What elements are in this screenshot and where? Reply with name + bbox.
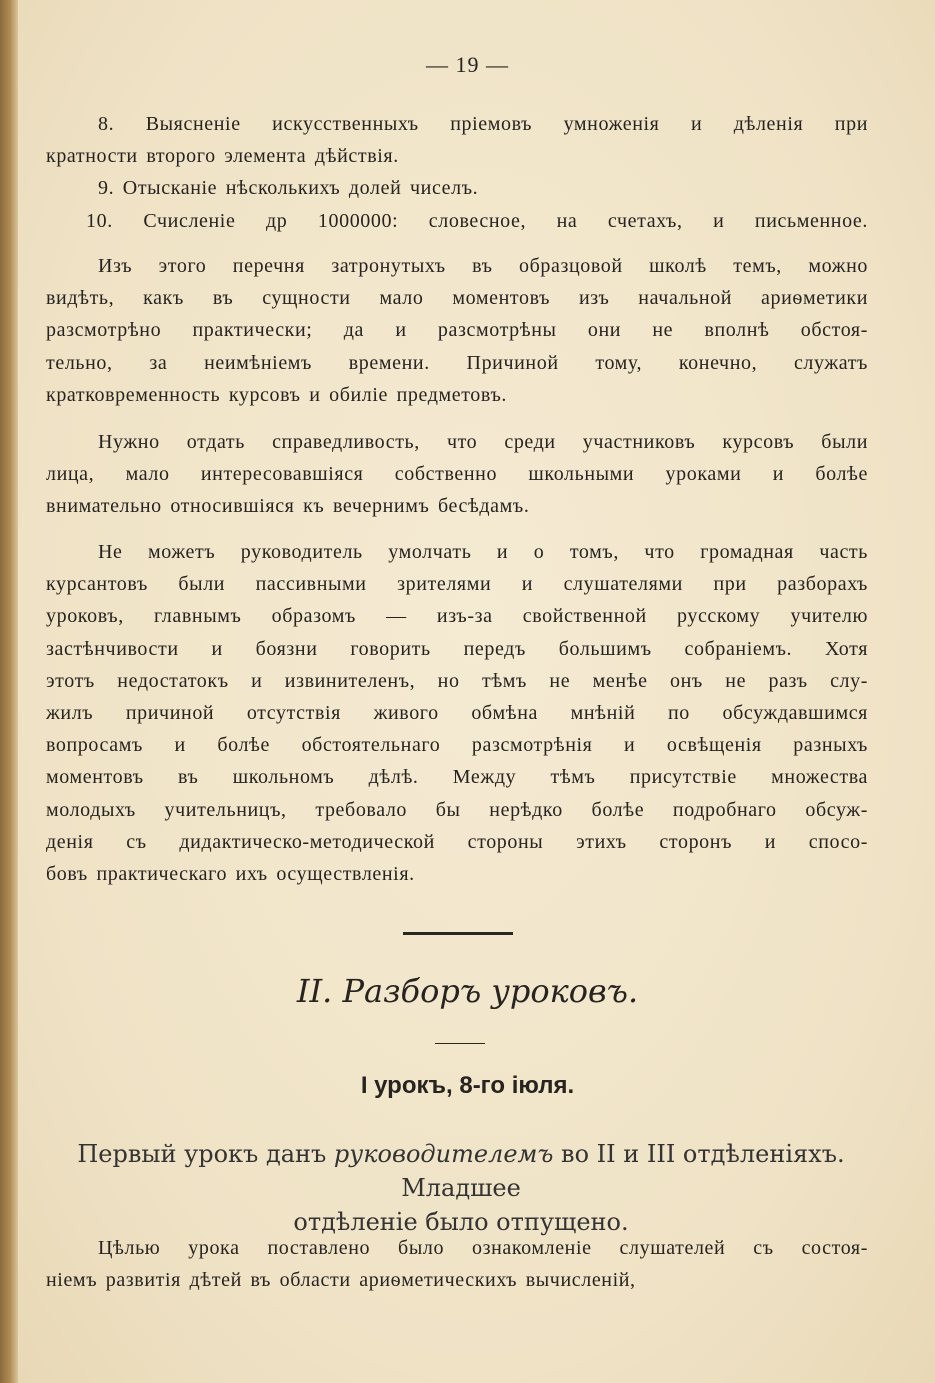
lesson-heading: I урокъ, 8-го іюля. bbox=[360, 1072, 575, 1099]
list-item-9: 9. Отысканіе нѣсколькихъ долей чиселъ. bbox=[98, 177, 479, 200]
paragraph-line: вопросамъ и болѣе обстоятельнаго разсмотрѣнія и освѣщенія разныхъ bbox=[46, 734, 868, 757]
list-item-8-line-2: кратности второго элемента дѣйствія. bbox=[46, 145, 399, 168]
paragraph-line: бовъ практическаго ихъ осуществленія. bbox=[46, 862, 415, 885]
paragraph-3 bbox=[46, 536, 868, 890]
lesson-intro-emphasis: руководителемъ bbox=[333, 1140, 554, 1168]
paragraph-line: моментовъ въ школьномъ дѣлѣ. Между тѣмъ присутствіе множества bbox=[46, 766, 868, 789]
paragraph-line: ніемъ развитія дѣтей въ области ариѳметическихъ вычисленій, bbox=[46, 1269, 636, 1292]
paragraph-line: Не можетъ руководитель умолчать и о томъ, что громадная часть bbox=[98, 541, 868, 563]
paragraph-line: тельно, за неимѣніемъ времени. Причиной тому, конечно, служатъ bbox=[46, 351, 868, 374]
paragraph-line: курсантовъ были пассивными зрителями и слушателями при разборахъ bbox=[46, 573, 868, 596]
paragraph-line: разсмотрѣно практически; да и разсмотрѣны они не вполнѣ обстоя- bbox=[46, 319, 868, 342]
paragraph-line: застѣнчивости и боязни говорить передъ большимъ собраніемъ. Хотя bbox=[46, 637, 868, 660]
heading-underline-rule bbox=[435, 1043, 485, 1044]
list-item-10: 10. Счисленіе др 1000000: словесное, на счетахъ, и письменное. bbox=[86, 209, 868, 232]
page-number: — 19 — bbox=[426, 52, 509, 77]
paragraph-line: этотъ недостатокъ и извинителенъ, но тѣмъ не менѣе онъ не разъ слу- bbox=[46, 669, 868, 692]
paragraph-line: Нужно отдать справедливость, что среди участниковъ курсовъ были bbox=[98, 431, 868, 453]
paragraph-line: денія съ дидактическо-методической стороны этихъ сторонъ и спосо- bbox=[46, 830, 868, 853]
closing-paragraph bbox=[46, 1232, 868, 1296]
list-block bbox=[46, 108, 868, 237]
paragraph-2 bbox=[46, 426, 868, 523]
lesson-intro bbox=[46, 1137, 876, 1239]
lesson-intro-line-1 bbox=[46, 1137, 876, 1205]
paragraph-1 bbox=[46, 250, 868, 411]
lesson-intro-text: Первый урокъ данъ bbox=[77, 1140, 334, 1168]
paragraph-line: кратковременность курсовъ и обиліе предметовъ. bbox=[46, 383, 507, 406]
paragraph-line: Цѣлью урока поставлено было ознакомленіе слушателей съ состоя- bbox=[98, 1237, 868, 1259]
book-spine-shadow bbox=[0, 0, 18, 1383]
lesson-intro-text: во II и III отдѣленіяхъ. Младшее bbox=[401, 1140, 845, 1202]
list-item-8-line-1: 8. Выясненіе искусственныхъ пріемовъ умноженія и дѣленія при bbox=[98, 113, 868, 135]
paragraph-line: лица, мало интересовавшіяся собственно школьными уроками и болѣе bbox=[46, 463, 868, 486]
paragraph-line: Изъ этого перечня затронутыхъ въ образцовой школѣ темъ, можно bbox=[98, 255, 868, 277]
section-divider-rule bbox=[403, 932, 513, 935]
lesson-intro-line-2: отдѣленіе было отпущено. bbox=[293, 1208, 629, 1236]
section-heading: II. Разборъ уроковъ. bbox=[296, 972, 639, 1010]
paragraph-line: молодыхъ учительницъ, требовало бы нерѣдко болѣе подробнаго обсуж- bbox=[46, 798, 868, 821]
paragraph-line: внимательно относившіяся къ вечернимъ бесѣдамъ. bbox=[46, 495, 530, 518]
paragraph-line: уроковъ, главнымъ образомъ — изъ-за свойственной русскому учителю bbox=[46, 605, 868, 628]
paragraph-line: жилъ причиной отсутствія живого обмѣна мнѣній по обсуждавшимся bbox=[46, 701, 868, 724]
paragraph-line: видѣть, какъ въ сущности мало моментовъ изъ начальной ариѳметики bbox=[46, 287, 868, 310]
